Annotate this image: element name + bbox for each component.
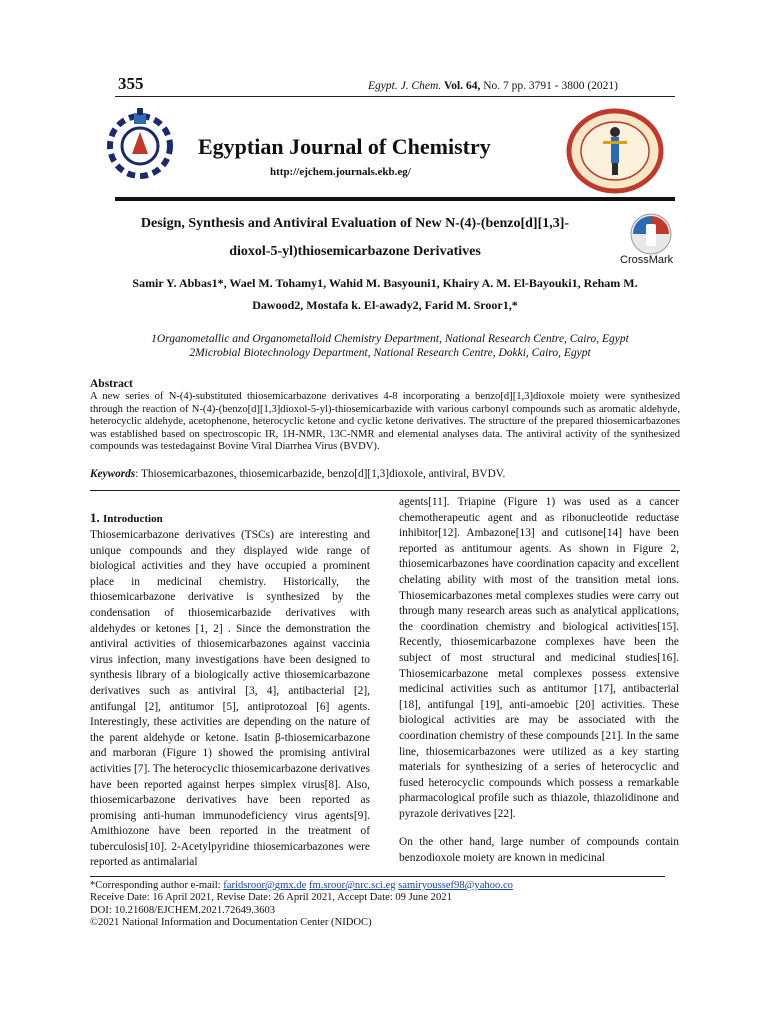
right-column [399, 495, 679, 880]
article-dates: Receive Date: 16 April 2021, Revise Date: 26 April 2021, Accept Date: 09 June 2021 [90, 892, 452, 904]
corresponding-author [90, 880, 690, 892]
chemical-society-seal-icon [565, 108, 665, 194]
keywords-list: : Thiosemicarbazones, thiosemicarbazide, benzo[d][1,3]dioxole, antiviral, BVDV. [135, 468, 506, 480]
section-heading [90, 510, 163, 526]
journal-volume: Vol. 64, [444, 80, 481, 92]
header-divider [115, 96, 675, 97]
page-number: 355 [118, 74, 144, 93]
corresponding-label: *Corresponding author e-mail: [90, 880, 224, 891]
affiliation-2: 2Microbial Biotechnology Department, National Research Centre, Dokki, Cairo, Egypt [189, 347, 591, 359]
email-link-1[interactable]: faridsroor@gmx.de [223, 880, 307, 891]
journal-url-link[interactable]: http://ejchem.journals.ekb.eg/ [270, 166, 411, 178]
title-divider [115, 197, 675, 201]
right-column-paragraph-1: agents[11]. Triapine (Figure 1) was used as a cancer chemotherapeutic agent and as ribonucleotide reductase inhibitor[12]. Ambazone[13] and cutisone[14] have been reported as antitumour agents. As shown in Figure 2, thiosemicarbazones have coordination capacity and excellent chelating ability with most of the transition metal ions. Thiosemicarbazones metal complexes studies were carry out through many research areas such as analytical applications, the coordination chemistry and biological activities[15]. Recently, thiosemicarbazone complexes have been the subject of most structural and medicinal studies[16]. Thiosemicarbazone metal complexes possess extensive medicinal activities such as antitumor [17], antibacterial [18], antifungal [19], anti-amoebic [20] activities. These biological activities are may be associated with the coordination chemistry of these compounds [21]. In the same line, thiosemicarbazones were utilized as a key starting materials for synthesizing of a series of heterocyclic and fused heterocyclic compounds which possess a remarkable pharmacological profile such as thiazole, thiazolidinone and pyrazole derivatives [22]. [399, 496, 679, 820]
affiliation-1: 1Organometallic and Organometalloid Chemistry Department, National Research Centre, Cairo, Egypt [151, 333, 629, 345]
article-doi: DOI: 10.21608/EJCHEM.2021.72649.3603 [90, 904, 276, 916]
keywords [90, 468, 680, 480]
email-link-3[interactable]: samiryoussef98@yahoo.co [398, 880, 513, 891]
keywords-divider [90, 490, 680, 491]
authors-line-1: Samir Y. Abbas1*, Wael M. Tohamy1, Wahid M. Basyouni1, Khairy A. M. El-Bayouki1, Reham M. [132, 276, 638, 290]
crossmark-icon[interactable] [622, 212, 680, 256]
author-list [100, 272, 670, 316]
left-column-text: Thiosemicarbazone derivatives (TSCs) are interesting and unique compounds and they displayed wide range of biological activities and they have occupied a prominent place in medicinal chemistry. Historically, the thiosemicarbazone derivative is synthesized by the condensation of thiosemicarbazide derivatives with aldehydes or ketones [1, 2] . Since the demonstration the antiviral activities of thiosemicarbazones against vaccinia virus infection, many investigations have been designed to synthesis library of a biologically active thiosemicarbazone derivatives such as antiviral [3, 4], antibacterial [2], antifungal [2], antitumor [5], antiprotozoal [6] agents. Interestingly, these activities are depending on the nature of the parent aldehyde or ketone. Isatin β-thiosemicarbazone and marboran (Figure 1) showed the promising antiviral activities [7]. The heterocyclic thiosemicarbazone derivatives have been reported against herpes simplex virus[8]. Also, thiosemicarbazone derivatives have been reported as promising anti-human immunodeficiency virus agents[9]. Amithiozone have been reported in the treatment of tuberculosis[10]. 2-Acetylpyridine thiosemicarbazones were reported as antimalarial [90, 529, 371, 869]
section-number: 1. [90, 510, 100, 525]
right-column-paragraph-2: On the other hand, large number of compounds contain benzodioxole moiety are known in medicinal [399, 836, 679, 865]
affiliations [90, 332, 690, 360]
section-title: Introduction [103, 513, 163, 525]
abstract-text: A new series of N-(4)-substituted thiosemicarbazone derivatives 4-8 incorporating a benzo[d][1,3]dioxole moiety were synthesized through the reaction of N-(4)-(benzo[d][1,3]dioxol-5-yl)-thiosemicarbazide with various carbonyl compounds such as aromatic aldehyde, heterocyclic aldehyde, acetophenone, heterocyclic ketone and cyclic ketone derivatives. The structure of the prepared thiosemicarbazones was established based on spectroscopic IR, 1H-NMR, 13C-NMR and elemental analyses data. The antiviral activity of the synthesized compounds was testedagainst Bovine Viral Diarrhea Virus (BVDV). [90, 391, 680, 453]
paper-title [100, 210, 610, 266]
copyright: ©2021 National Information and Documentation Center (NIDOC) [90, 916, 372, 928]
footer-divider [90, 876, 665, 877]
journal-issue-pages: No. 7 pp. 3791 - 3800 (2021) [483, 80, 619, 92]
paper-title-line-1: Design, Synthesis and Antiviral Evaluation of New N-(4)-(benzo[d][1,3]- [140, 216, 570, 231]
journal-citation [368, 80, 618, 92]
ekb-logo-icon [100, 104, 180, 184]
abstract-heading: Abstract [90, 378, 133, 390]
journal-abbrev: Egypt. J. Chem. [368, 80, 442, 92]
email-link-2[interactable]: fm.sroor@nrc.sci.eg [308, 880, 396, 891]
keywords-label: Keywords [90, 468, 136, 480]
footer [90, 880, 690, 929]
paper-title-line-2: dioxol-5-yl)thiosemicarbazone Derivatives [229, 244, 481, 259]
journal-title: Egyptian Journal of Chemistry [198, 134, 491, 159]
authors-line-2: Dawood2, Mostafa k. El-awady2, Farid M. Sroor1,* [252, 298, 518, 312]
crossmark-label: CrossMark [620, 254, 674, 266]
